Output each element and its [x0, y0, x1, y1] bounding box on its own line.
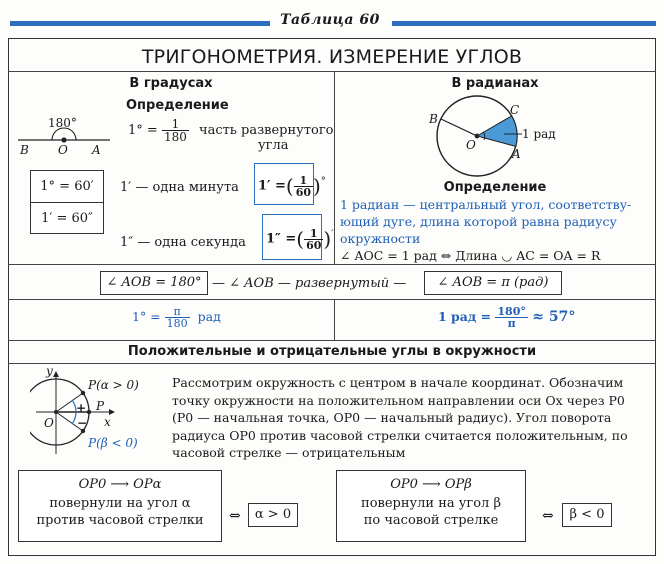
arc-label-pointer — [502, 126, 524, 142]
alpha-positive-box — [248, 503, 298, 527]
rotation-negative-iff: ⇔ — [542, 508, 554, 524]
rotation-negative-line-1: повернули на угол β — [361, 496, 501, 511]
axis-x-label: x — [104, 415, 111, 429]
aob-straight-text: — ∠ AOB — развернутый — — [212, 276, 407, 291]
deg-lhs: 1° = — [132, 309, 161, 324]
second-fraction — [304, 228, 323, 251]
second-formula-box — [262, 214, 334, 260]
minute-lhs: 1′ = — [258, 178, 286, 194]
radian-def-line-3: окружности — [340, 231, 421, 246]
p-beta-label: P(β < 0) — [88, 436, 138, 450]
beta-negative-box — [562, 503, 612, 527]
degrees-definition-heading: Определение — [126, 98, 229, 113]
conversion-row-top — [8, 299, 656, 300]
rad-den: π — [507, 317, 516, 330]
rotation-positive-box — [18, 470, 222, 542]
radian-def-line-1: 1 радиан — центральный угол, соответству- — [340, 197, 632, 212]
one-degree-text-2: угла — [258, 138, 289, 153]
second-formula — [266, 227, 334, 251]
main-title: ТРИГОНОМЕТРИЯ. ИЗМЕРЕНИЕ УГЛОВ — [141, 46, 523, 68]
axis-y-label: y — [46, 364, 53, 378]
deg-den: 180 — [166, 317, 188, 330]
alpha-positive-text: α > 0 — [254, 507, 292, 522]
arc-label: 1 рад — [522, 127, 556, 141]
rad-num: 180° — [497, 305, 526, 318]
header-rule-right — [392, 21, 656, 26]
column-divider-top — [334, 71, 335, 264]
radian-formula: ∠ AOC = 1 рад ⇔ Длина ◡ AC = OA = R — [340, 248, 601, 263]
section2-text-line-5: часовой стрелке — отрицательным — [172, 445, 406, 460]
table-label: Таблица 60 — [280, 12, 380, 28]
minute-rparen: ) — [313, 174, 321, 198]
deg-unit: рад — [197, 309, 221, 324]
radians-heading: В радианах — [451, 76, 539, 91]
rad-fraction — [495, 306, 527, 329]
point-o-left: O — [58, 143, 68, 157]
radian-def-line-2: ющий дуге, длина которой равна радиусу — [340, 214, 617, 229]
rotation-positive-line-1: повернули на угол α — [49, 496, 191, 511]
minus-sign: − — [77, 416, 88, 430]
aob-pi-text: ∠ AOB = π (рад) — [437, 275, 549, 290]
p-zero-label: P — [96, 399, 105, 413]
rotation-negative-box — [336, 470, 526, 542]
minute-text: 1′ — одна минута — [120, 180, 239, 195]
beta-negative-text: β < 0 — [569, 507, 605, 522]
point-b-left: B — [20, 143, 29, 157]
rotation-positive-map: OP0 ⟶ OPα — [78, 477, 162, 492]
eq-min-sec: 1′ = 60″ — [41, 211, 93, 226]
aob-pi-box — [424, 271, 562, 295]
section2-text-line-4: радиуса OP0 против часовой стрелки считается положительным, по — [172, 427, 628, 443]
point-a-right: A — [512, 147, 521, 161]
section2-text-line-3: (P0 — начальная точка, OP0 — начальный радиус). Угол поворота — [172, 410, 612, 425]
rotation-positive-iff: ⇔ — [229, 508, 241, 524]
rad-approx: ≈ 57° — [532, 309, 576, 325]
radian-definition — [340, 196, 650, 247]
second-lhs: 1″ = — [266, 231, 297, 247]
deg-num: π — [165, 306, 190, 318]
section2-heading: Положительные и отрицательные углы в окружности — [127, 344, 537, 359]
title-divider — [8, 71, 656, 72]
one-degree-fraction — [162, 118, 189, 143]
deg-fraction — [165, 306, 190, 329]
point-b-right: B — [429, 112, 438, 126]
header-rule-left — [10, 21, 270, 26]
minute-formula — [258, 174, 326, 198]
minute-lparen: ( — [285, 174, 294, 198]
rotation-negative-map: OP0 ⟶ OPβ — [390, 477, 472, 492]
section2-heading-bottom — [8, 363, 656, 364]
section2-text — [172, 374, 652, 462]
degrees-heading: В градусах — [129, 76, 213, 91]
degree-to-radian — [132, 306, 221, 329]
second-num: 1 — [304, 228, 323, 240]
fraction-numerator: 1 — [162, 118, 189, 131]
eq-deg-min: 1° = 60′ — [31, 171, 103, 203]
section2-text-line-2: точку окружности на положительном направлении оси Ox через P0 — [172, 392, 625, 408]
p-alpha-label: P(α > 0) — [88, 378, 139, 392]
aob-180-box — [100, 271, 208, 295]
minute-den: 60 — [295, 185, 312, 199]
one-degree-text: часть развернутого — [198, 123, 334, 138]
radians-definition-heading: Определение — [443, 180, 547, 195]
angle-180-label: 180° — [48, 116, 77, 130]
middle-row-top — [8, 264, 656, 265]
one-degree-formula — [128, 118, 333, 143]
one-degree-lhs: 1° = — [128, 123, 158, 138]
origin-label: O — [44, 416, 54, 430]
rad-lhs: 1 рад = — [438, 309, 492, 324]
point-a-left: A — [92, 143, 101, 157]
second-lparen: ( — [296, 227, 305, 251]
radian-to-degree — [438, 306, 575, 329]
fraction-denominator: 180 — [163, 130, 187, 144]
section2-text-line-1: Рассмотрим окружность с центром в начале координат. Обозначим — [172, 375, 624, 390]
rotation-positive-line-2: против часовой стрелки — [36, 513, 204, 528]
deg-min-sec-box — [30, 170, 104, 234]
rotation-negative-line-2: по часовой стрелке — [363, 513, 499, 528]
point-c-right: C — [510, 103, 520, 117]
aob-180-text: ∠ AOB = 180° — [106, 275, 202, 290]
minute-num: 1 — [294, 175, 313, 187]
second-rparen: ) — [323, 227, 332, 251]
column-divider-bottom — [334, 299, 335, 340]
section2-top — [8, 340, 656, 341]
second-text: 1″ — одна секунда — [120, 235, 246, 250]
plus-sign: + — [76, 401, 87, 415]
minute-fraction — [294, 175, 313, 198]
second-exp: ′ — [331, 229, 334, 241]
minute-exp: ° — [320, 176, 326, 188]
second-den: 60 — [306, 238, 322, 252]
minute-formula-box — [254, 163, 326, 205]
point-o-right: O — [466, 138, 476, 152]
